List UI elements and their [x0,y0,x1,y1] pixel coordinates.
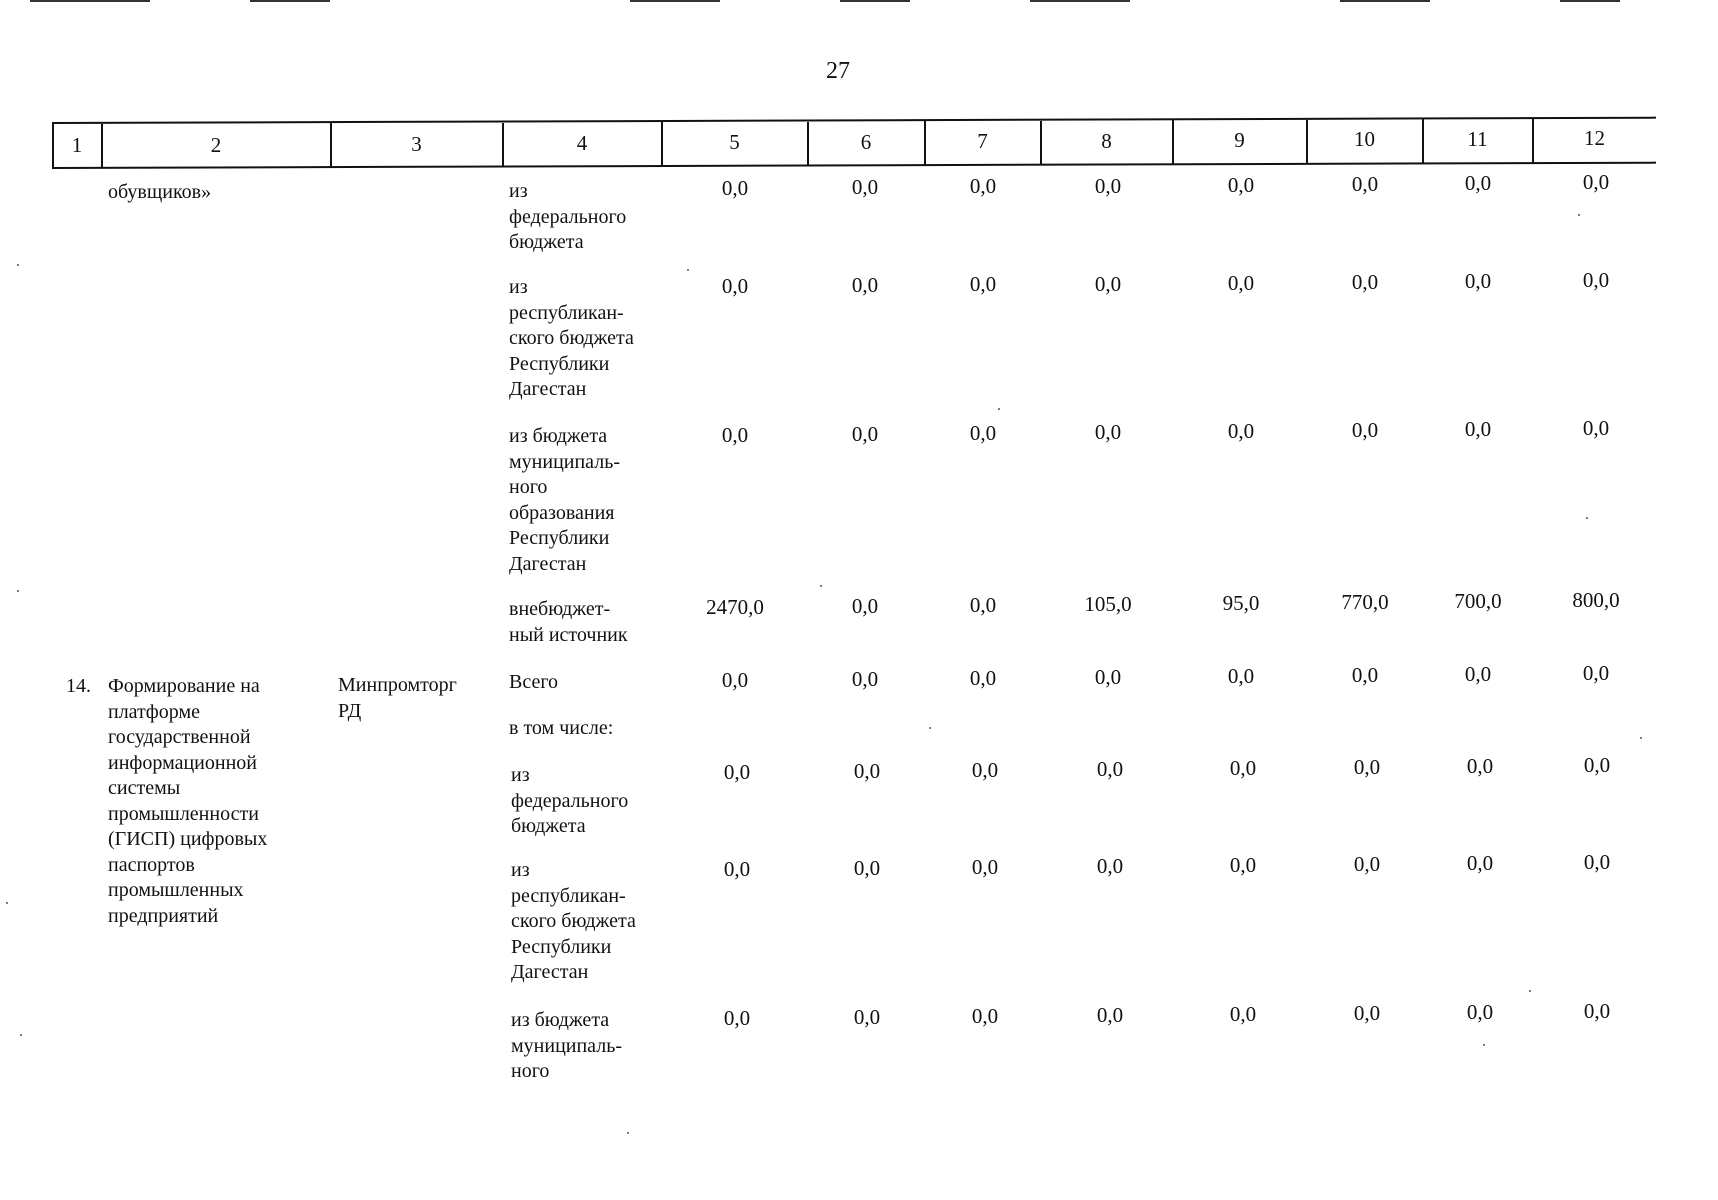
value-cell: 0,0 [1466,1000,1494,1024]
value-cell: 0,0 [1229,756,1257,780]
value-cell: 0,0 [1094,174,1122,198]
header-col-5: 5 [729,130,740,154]
scan-edge-mark [1340,0,1430,2]
header-col-9: 9 [1234,128,1245,152]
row-activity: Формирование на платформе государственной информационной системы промышленности (ГИСП) цифровых паспортов промышленных предприятий [108,675,268,927]
value-cell: 0,0 [723,857,751,881]
scan-edge-mark [1030,0,1130,2]
value-cell: 700,0 [1454,589,1502,613]
row-source: внебюджет- ный источник [509,598,628,646]
value-cell: 105,0 [1084,592,1132,616]
page-number: 27 [826,58,850,84]
header-col-8: 8 [1101,129,1112,153]
value-cell: 0,0 [1096,854,1124,878]
header-bottom-rule [52,162,1656,169]
value-cell: 0,0 [1466,754,1494,778]
value-cell: 0,0 [1227,664,1255,688]
row-executor: Минпромторг РД [338,674,457,722]
row-number: 14. [66,675,91,697]
value-cell: 0,0 [1582,661,1610,685]
value-cell: 0,0 [1227,173,1255,197]
scan-speck [820,585,822,587]
value-cell: 0,0 [1094,665,1122,689]
value-cell: 0,0 [1582,170,1610,194]
value-cell: 800,0 [1572,588,1620,612]
value-cell: 0,0 [1464,662,1492,686]
value-cell: 0,0 [851,667,879,691]
header-col-12: 12 [1584,126,1605,150]
header-top-rule [52,117,1656,124]
value-cell: 0,0 [1583,999,1611,1023]
value-cell: 0,0 [721,423,749,447]
value-cell: 0,0 [851,422,879,446]
value-cell: 2470,0 [706,595,764,619]
scan-speck [1529,990,1531,992]
value-cell: 0,0 [1094,420,1122,444]
scan-edge-mark [840,0,910,2]
value-cell: 770,0 [1341,590,1389,614]
value-cell: 0,0 [1351,663,1379,687]
value-cell: 0,0 [851,175,879,199]
header-col-4: 4 [576,131,588,155]
value-cell: 0,0 [1466,851,1494,875]
value-cell: 0,0 [1096,1003,1124,1027]
value-cell: 0,0 [971,758,999,782]
value-cell: 0,0 [1096,757,1124,781]
value-cell: 0,0 [723,1006,751,1030]
value-cell: 0,0 [969,421,997,445]
value-cell: 0,0 [1351,270,1379,294]
scan-edge-mark [30,0,150,2]
value-cell: 0,0 [1094,272,1122,296]
value-cell: 0,0 [851,273,879,297]
value-cell: 0,0 [1464,417,1492,441]
header-col-10: 10 [1354,127,1375,151]
scan-edge-mark [630,0,720,2]
scan-speck [1640,737,1642,739]
value-cell: 95,0 [1222,591,1260,615]
value-cell: 0,0 [1582,268,1610,292]
header-col-3: 3 [411,132,422,156]
header-col-1: 1 [71,133,83,157]
value-cell: 0,0 [1353,852,1381,876]
scan-speck [17,590,19,592]
value-cell: 0,0 [853,856,881,880]
value-cell: 0,0 [851,594,879,618]
value-cell: 0,0 [1351,172,1379,196]
value-cell: 0,0 [1464,269,1492,293]
row-source: Всего [509,671,559,693]
value-cell: 0,0 [971,855,999,879]
value-cell: 0,0 [721,668,749,692]
value-cell: 0,0 [1351,418,1379,442]
value-cell: 0,0 [1229,853,1257,877]
value-cell: 0,0 [1227,419,1255,443]
value-cell: 0,0 [1229,1002,1257,1026]
value-cell: 0,0 [723,760,751,784]
value-cell: 0,0 [1582,416,1610,440]
scan-speck [20,1034,22,1036]
value-cell: 0,0 [969,174,997,198]
scan-speck [1586,517,1588,519]
row-source: из бюджета муниципаль- ного [511,1009,622,1082]
scan-edge-mark [250,0,330,2]
value-cell: 0,0 [1583,850,1611,874]
row-activity: обувщиков» [108,181,212,203]
scan-edge-mark [1560,0,1620,2]
scan-speck [6,902,8,904]
header-col-11: 11 [1467,127,1488,151]
header-col-7: 7 [977,129,988,153]
row-source: из республикан- ского бюджета Республики Дагестан [511,859,636,983]
value-cell: 0,0 [853,759,881,783]
row-source: из республикан- ского бюджета Республики Дагестан [509,276,634,400]
value-cell: 0,0 [969,272,997,296]
value-cell: 0,0 [721,176,749,200]
scan-speck [687,269,689,271]
row-source: из федерального бюджета [509,180,627,253]
scan-speck [998,408,1000,410]
value-cell: 0,0 [969,666,997,690]
value-cell: 0,0 [969,593,997,617]
value-cell: 0,0 [1464,171,1492,195]
row-source: из федерального бюджета [511,764,629,837]
scan-speck [929,727,931,729]
value-cell: 0,0 [1353,755,1381,779]
scan-speck [1483,1044,1485,1046]
header-col-6: 6 [860,130,872,154]
header-col-2: 2 [210,133,222,157]
row-source: из бюджета муниципаль- ного образования Республики Дагестан [509,425,620,575]
row-source: в том числе: [509,717,614,739]
value-cell: 0,0 [1583,753,1611,777]
value-cell: 0,0 [971,1004,999,1028]
value-cell: 0,0 [1353,1001,1381,1025]
scan-speck [1578,214,1580,216]
value-cell: 0,0 [853,1005,881,1029]
scan-speck [17,264,19,266]
scan-speck [627,1132,629,1134]
value-cell: 0,0 [1227,271,1255,295]
value-cell: 0,0 [721,274,749,298]
